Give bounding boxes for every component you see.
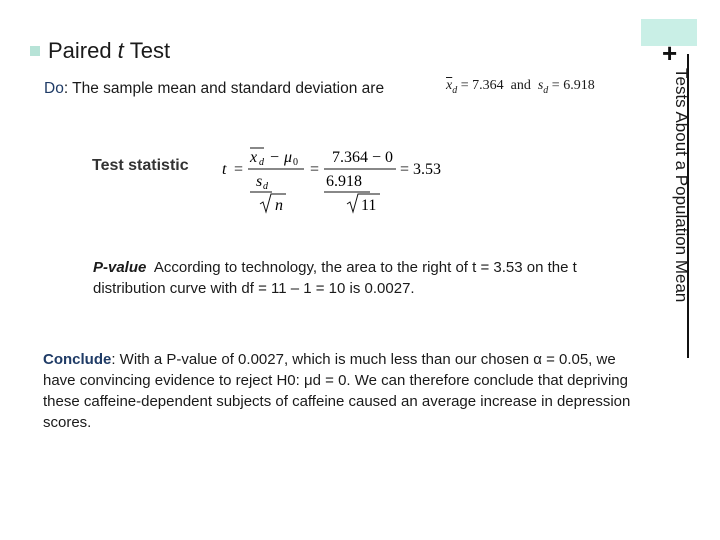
title-prefix: Paired xyxy=(48,38,112,63)
sd-sub: d xyxy=(263,181,268,192)
do-text: : The sample mean and standard deviation are xyxy=(63,80,385,97)
mu-sub: 0 xyxy=(293,157,298,168)
s-d-symbol: s xyxy=(537,78,544,93)
test-statistic-label: Test statistic xyxy=(92,157,189,174)
minus-1: − xyxy=(270,149,280,166)
s-value: = 6.918 xyxy=(551,78,595,93)
den-left: 6.918 xyxy=(326,173,362,190)
x-symbol: x xyxy=(250,149,258,166)
sd-symbol: s xyxy=(256,173,263,190)
pvalue-label: P-value xyxy=(93,259,147,276)
do-line xyxy=(44,80,384,98)
x-sub: d xyxy=(259,157,264,168)
square-bullet-icon xyxy=(30,46,40,56)
xbar-value: = 7.364 xyxy=(460,78,504,93)
conclude-label: Conclude xyxy=(43,351,112,368)
plus-icon: + xyxy=(662,38,678,68)
n-symbol: n xyxy=(275,197,283,214)
conclude-paragraph xyxy=(43,349,643,433)
eq-2: = xyxy=(310,161,320,178)
title-suffix: Test xyxy=(129,38,171,63)
xbar-d-symbol: $\overline{x}$ xyxy=(446,78,453,93)
pvalue-text: According to technology, the area to the right of t = 3.53 on the t distribution curve with df = 11 – 1 = 10 is 0.0027. xyxy=(93,259,577,297)
title-t: t xyxy=(117,38,124,63)
test-statistic-formula xyxy=(220,136,470,218)
do-label: Do xyxy=(44,80,64,97)
side-label-text: Tests About a Population Mean xyxy=(672,68,691,303)
eq-1: = xyxy=(234,161,244,178)
numerator: 7.364 − 0 xyxy=(332,149,394,166)
do-values: $\overline{x}_d = 7.364$ and $s_d = 6.918$ xyxy=(446,78,595,96)
and-text: and xyxy=(510,78,531,93)
pvalue-paragraph xyxy=(93,257,633,299)
t-symbol: t xyxy=(222,161,227,178)
result: = 3.53 xyxy=(400,161,442,178)
den-root: 11 xyxy=(361,197,377,214)
slide-title xyxy=(30,38,170,64)
conclude-text: : With a P-value of 0.0027, which is much less than our chosen α = 0.05, we have convincing evidence to reject H0: μd = 0. We can therefore conclude that depriving these caffeine-dependent subjects of caffeine caused an average increase in depression scores. xyxy=(43,351,631,431)
mu-symbol: μ xyxy=(284,149,293,166)
side-label xyxy=(661,68,691,358)
